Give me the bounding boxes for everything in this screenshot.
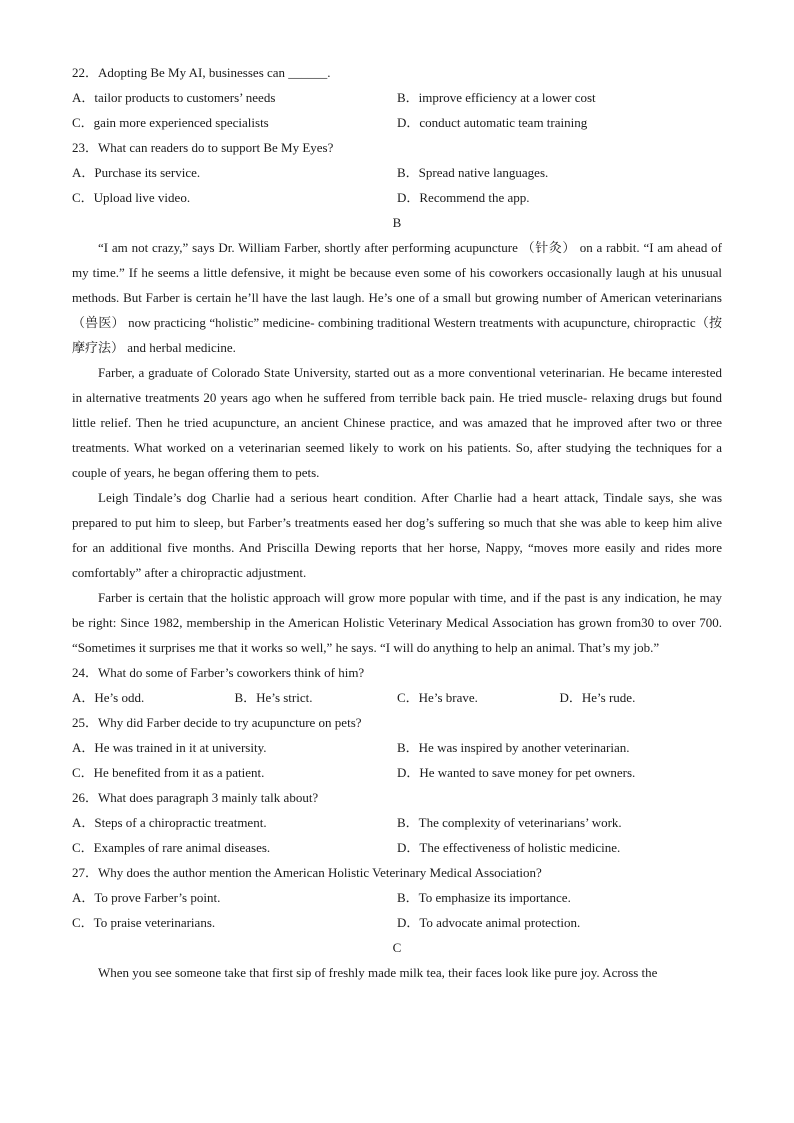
- option-d: D．Recommend the app.: [397, 190, 530, 205]
- option-b: B．He was inspired by another veterinarian.: [397, 740, 630, 755]
- exam-page: [72, 60, 722, 985]
- option-d: D．He’s rude.: [559, 690, 636, 705]
- question-23-options-row-2: [72, 185, 722, 210]
- option-b: B．The complexity of veterinarians’ work.: [397, 815, 622, 830]
- option-a: A．To prove Farber’s point.: [72, 890, 221, 905]
- option-d: D．The effectiveness of holistic medicine.: [397, 840, 621, 855]
- question-26-options-row-2: [72, 835, 722, 860]
- option-c: C．To praise veterinarians.: [72, 915, 216, 930]
- passage-b-paragraph-1: “I am not crazy,” says Dr. William Farber, shortly after performing acupuncture （针灸） on a rabbit. “I am ahead of my time.” If he seems a little defensive, it might be because even some of his coworkers occasionally laugh at his unusual methods. But Farber is certain he’ll have the last laugh. He’s one of a small but growing number of American veterinarians（兽医） now practicing “holistic” medicine- combining traditional Western treatments with acupuncture, chiropractic（按摩疗法） and herbal medicine.: [72, 240, 722, 355]
- question-26-stem: 26．What does paragraph 3 mainly talk about?: [72, 790, 319, 805]
- section-b-heading: B: [392, 215, 402, 230]
- option-b: B．He’s strict.: [234, 690, 313, 705]
- question-23-stem: 23．What can readers do to support Be My Eyes?: [72, 140, 334, 155]
- question-22-options-row-1: [72, 85, 722, 110]
- question-24-options: [72, 685, 722, 710]
- question-27-options-row-2: [72, 910, 722, 935]
- question-24-stem: 24．What do some of Farber’s coworkers think of him?: [72, 665, 365, 680]
- option-c: C．Examples of rare animal diseases.: [72, 840, 271, 855]
- question-23-options-row-1: [72, 160, 722, 185]
- question-22-stem: 22．Adopting Be My AI, businesses can ______.: [72, 65, 331, 80]
- option-a: A．Purchase its service.: [72, 165, 201, 180]
- option-c: C．He’s brave.: [397, 690, 478, 705]
- passage-c-paragraph-1: When you see someone take that first sip of freshly made milk tea, their faces look like pure joy. Across the: [98, 965, 658, 980]
- section-c-heading: C: [392, 940, 402, 955]
- option-b: B．To emphasize its importance.: [397, 890, 571, 905]
- option-c: C．Upload live video.: [72, 190, 191, 205]
- option-d: D．To advocate animal protection.: [397, 915, 581, 930]
- question-25-options-row-2: [72, 760, 722, 785]
- option-a: A．He’s odd.: [72, 690, 145, 705]
- option-a: A．tailor products to customers’ needs: [72, 90, 276, 105]
- option-a: A．He was trained in it at university.: [72, 740, 267, 755]
- option-a: A．Steps of a chiropractic treatment.: [72, 815, 267, 830]
- option-b: B．Spread native languages.: [397, 165, 549, 180]
- question-25-stem: 25．Why did Farber decide to try acupuncture on pets?: [72, 715, 362, 730]
- option-d: D．conduct automatic team training: [397, 115, 588, 130]
- question-22-options-row-2: [72, 110, 722, 135]
- option-d: D．He wanted to save money for pet owners.: [397, 765, 636, 780]
- passage-b-paragraph-3: Leigh Tindale’s dog Charlie had a serious heart condition. After Charlie had a heart attack, Tindale says, she was prepared to put him to sleep, but Farber’s treatments eased her dog’s suffering so much that she was able to keep him alive for an additional five months. And Priscilla Dewing reports that her horse, Nappy, “moves more easily and rides more comfortably” after a chiropractic adjustment.: [72, 490, 722, 580]
- question-25-options-row-1: [72, 735, 722, 760]
- option-b: B．improve efficiency at a lower cost: [397, 90, 596, 105]
- question-26-options-row-1: [72, 810, 722, 835]
- option-c: C．He benefited from it as a patient.: [72, 765, 265, 780]
- question-27-options-row-1: [72, 885, 722, 910]
- option-c: C．gain more experienced specialists: [72, 115, 269, 130]
- passage-b-paragraph-2: Farber, a graduate of Colorado State University, started out as a more conventional veterinarian. He became interested in alternative treatments 20 years ago when he suffered from terrible back pain. He tried muscle- relaxing drugs but found little relief. Then he tried acupuncture, an ancient Chinese practice, and was amazed that he improved after two or three treatments. What worked on a veterinarian seemed likely to work on his patients. So, after studying the techniques for a couple of years, he began offering them to pets.: [72, 365, 722, 480]
- question-27-stem: 27．Why does the author mention the American Holistic Veterinary Medical Association?: [72, 865, 542, 880]
- passage-b-paragraph-4: Farber is certain that the holistic approach will grow more popular with time, and if the past is any indication, he may be right: Since 1982, membership in the American Holistic Veterinary Medical Association has grown from30 to over 700. “Sometimes it surprises me that it works so well,” he says. “I will do anything to help an animal. That’s my job.”: [72, 590, 722, 655]
